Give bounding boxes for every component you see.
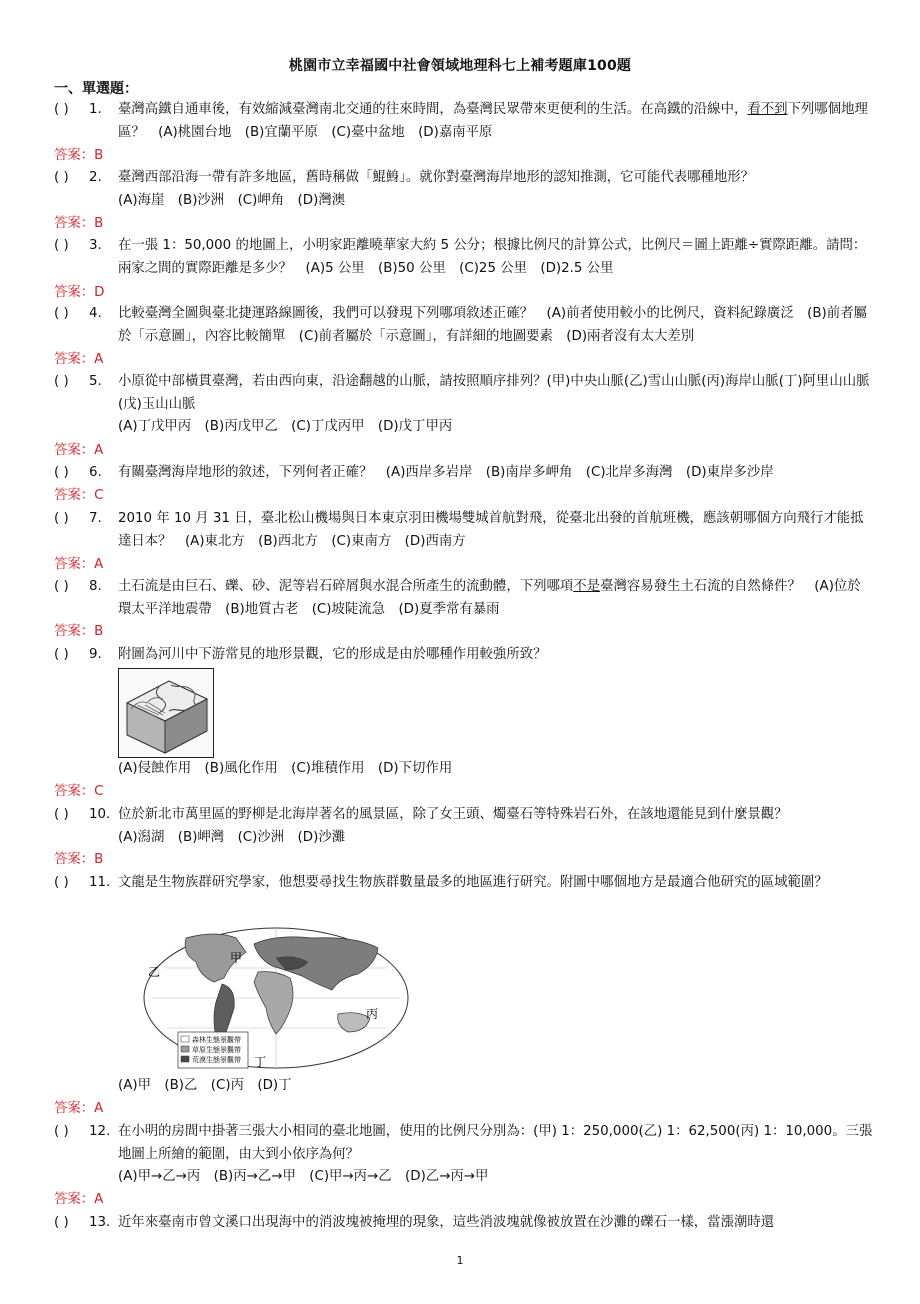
options: (A)丁戊甲丙 (B)丙戊甲乙 (C)丁戊丙甲 (D)戊丁甲丙 [118, 419, 453, 434]
map-label-ding: 丁 [254, 1055, 267, 1069]
answer-line: 答案：A [54, 443, 104, 458]
answer-line: 答案：B [54, 624, 104, 639]
options: (A)甲 (B)乙 (C)丙 (D)丁 [118, 1078, 292, 1093]
answer-line: 答案：B [54, 216, 104, 231]
question-3: ( ) 3. 在一張 1：50,000 的地圖上，小明家距離曉華家大約 5 公分；根據比例尺的計算公式，比例尺＝圖上距離÷實際距離。請問：兩家之間的實際距離是多少？ (A)5 公里 (B)50 公里 (C)25 公里 (D)2.5 公里 [54, 238, 867, 276]
question-9-options [54, 758, 874, 781]
question-11-options [54, 1075, 874, 1098]
question-12: ( ) 12. 在小明的房間中掛著三張大小相同的臺北地圖，使用的比例尺分別為：(甲) 1：250,000(乙) 1：62,500(丙) 1：10,000。三張地圖上所繪的範圍，由大到小依序為何？ (A)甲→乙→丙 (B)丙→乙→甲 (C)甲→丙→乙 (D)乙→丙→甲 [54, 1121, 874, 1189]
river-landform-figure [118, 668, 214, 758]
emphasis-underline: 看不到 [747, 102, 788, 117]
emphasis-underline: 不是 [573, 579, 601, 594]
section-heading: 一、單選題： [54, 81, 138, 97]
map-label-yi: 乙 [148, 965, 161, 979]
answer-line: 答案：A [54, 1101, 104, 1116]
question-1: ( ) 1. 臺灣高鐵自通車後，有效縮減臺灣南北交通的往來時間，為臺灣民眾帶來更便利的生活。在高鐵的沿線中，看不到下列哪個地理區？ (A)桃園台地 (B)宜蘭平原 (C)臺中盆地 (D)嘉南平原 [54, 99, 874, 144]
legend-forest: 森林生態景觀帶 [192, 1036, 241, 1044]
answer-blank: ( ) [54, 102, 69, 117]
options: (A)海崖 (B)沙洲 (C)岬角 (D)灣澳 [118, 192, 346, 208]
legend-desert: 荒漠生態景觀帶 [192, 1056, 241, 1064]
question-13: ( ) 13. 近年來臺南市曾文溪口出現海中的消波塊被掩埋的現象，這些消波塊就像被放置在沙灘的礫石一樣，當漲潮時還 [54, 1215, 775, 1230]
map-label-jia: 甲 [230, 951, 243, 965]
question-4: ( ) 4. 比較臺灣全圖與臺北捷運路線圖後，我們可以發現下列哪項敘述正確？ (A)前者使用較小的比例尺，資料紀錄廣泛 (B)前者屬於「示意圖」，內容比較簡單 (C)前者屬於「示意圖」，有詳細的地圖要素 (D)兩者沒有太大差別 [54, 306, 867, 344]
question-9: ( ) 9. 附圖為河川中下游常見的地形景觀，它的形成是由於哪種作用較強所致？ [54, 647, 547, 662]
answer-line: 答案：C [54, 488, 104, 503]
answer-line: 答案：B [54, 852, 104, 867]
options: (A)侵蝕作用 (B)風化作用 (C)堆積作用 (D)下切作用 [118, 761, 453, 776]
question-number: 1. [89, 102, 102, 117]
question-6: ( ) 6. 有關臺灣海岸地形的敘述，下列何者正確？ (A)西岸多岩岸 (B)南岸多岬角 (C)北岸多海灣 (D)東岸多沙岸 [54, 465, 774, 480]
question-5: ( ) 5. 小原從中部橫貫臺灣，若由西向東，沿途翻越的山脈，請按照順序排列？(甲)中央山脈(乙)雪山山脈(丙)海岸山脈(丁)阿里山山脈(戊)玉山山脈 (A)丁戊甲丙 (B)丙戊甲乙 (C)丁戊丙甲 (D)戊丁甲丙 [54, 371, 874, 439]
legend-grassland: 草原生態景觀帶 [192, 1046, 241, 1054]
answer-line: 答案：A [54, 557, 104, 572]
world-ecology-map [126, 918, 416, 1074]
question-8: ( ) 8. 土石流是由巨石、礫、砂、泥等岩石碎屑與水混合所產生的流動體，下列哪項不是臺灣容易發生土石流的自然條件？ (A)位於環太平洋地震帶 (B)地質古老 (C)坡陡流急 (D)夏季常有暴雨 [54, 579, 861, 617]
question-7: ( ) 7. 2010 年 10 月 31 日，臺北松山機場與日本東京羽田機場雙城首航對飛，從臺北出發的首航班機，應該朝哪個方向飛行才能抵達日本？ (A)東北方 (B)西北方 (C)東南方 (D)西南方 [54, 511, 864, 549]
page-title: 桃園市立幸福國中社會領域地理科七上補考題庫100題 [288, 58, 632, 74]
answer-line: 答案：A [54, 352, 104, 367]
question-10: ( ) 10. 位於新北市萬里區的野柳是北海岸著名的風景區，除了女王頭、燭臺石等特殊岩石外，在該地還能見到什麼景觀？ (A)潟湖 (B)岬灣 (C)沙洲 (D)沙灘 [54, 804, 874, 849]
world-map-illustration [126, 918, 416, 1074]
river-landform-illustration [119, 669, 213, 757]
answer-line: 答案：B [54, 148, 104, 163]
question-11: ( ) 11. 文龍是生物族群研究學家，他想要尋找生物族群數量最多的地區進行研究。附圖中哪個地方是最適合他研究的區域範圍？ [54, 875, 828, 890]
question-2: ( ) 2. 臺灣西部沿海一帶有許多地區，舊時稱做「鯤鯓」。就你對臺灣海岸地形的認知推測，它可能代表哪種地形？ (A)海崖 (B)沙洲 (C)岬角 (D)灣澳 [54, 167, 874, 212]
options: (A)甲→乙→丙 (B)丙→乙→甲 (C)甲→丙→乙 (D)乙→丙→甲 [118, 1169, 489, 1184]
map-label-bing: 丙 [366, 1007, 379, 1021]
page-number: 1 [456, 1254, 464, 1267]
answer-line: 答案：D [54, 285, 105, 300]
options: (A)潟湖 (B)岬灣 (C)沙洲 (D)沙灘 [118, 829, 346, 845]
answer-line: 答案：A [54, 1192, 104, 1207]
answer-line: 答案：C [54, 784, 104, 799]
